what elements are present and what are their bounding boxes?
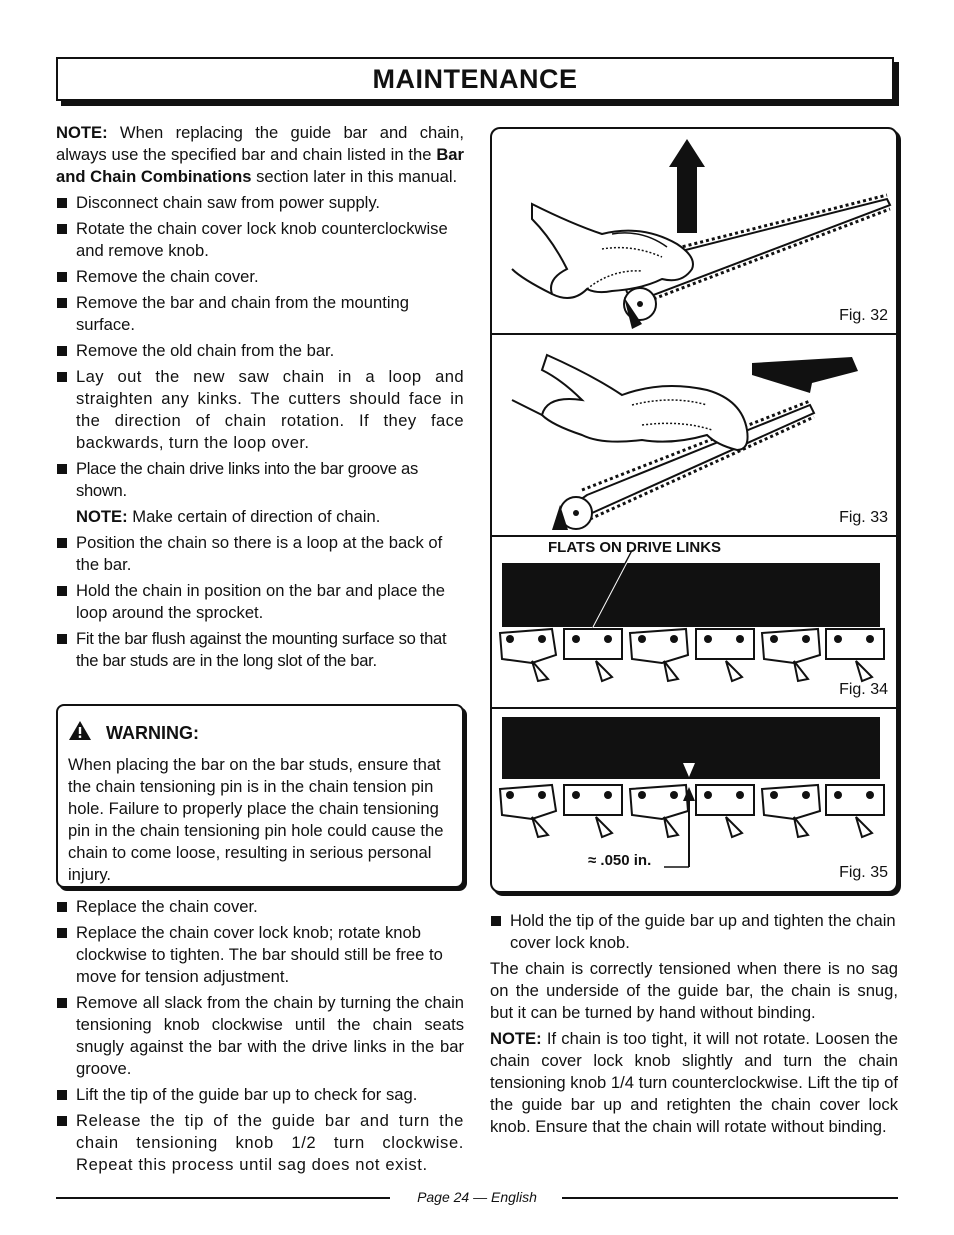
- note-label: NOTE:: [56, 123, 108, 142]
- tension-note: [490, 1028, 898, 1138]
- page-footer: [56, 1189, 898, 1205]
- fig33-label: Fig. 33: [839, 509, 888, 526]
- list-item: Position the chain so there is a loop at the back of the bar.: [56, 532, 464, 576]
- list-item: Replace the chain cover.: [56, 896, 464, 918]
- sub-note-text: Make certain of direction of chain.: [132, 507, 381, 526]
- fig33-illustration: [492, 335, 896, 535]
- figure-panel: [490, 127, 898, 893]
- warning-triangle-icon: [68, 720, 92, 746]
- footer-rule-right: [562, 1197, 898, 1199]
- sub-note: [56, 506, 464, 528]
- list-item: Rotate the chain cover lock knob counterclockwise and remove knob.: [56, 218, 464, 262]
- list-item: Lift the tip of the guide bar up to check for sag.: [56, 1084, 464, 1106]
- list-item: Remove the chain cover.: [56, 266, 464, 288]
- instruction-list-d: [490, 910, 898, 954]
- figure-32: [492, 129, 896, 333]
- warning-label: WARNING:: [106, 723, 199, 743]
- footer-text: Page 24 — English: [417, 1189, 537, 1205]
- list-item: Remove the bar and chain from the mounting surface.: [56, 292, 464, 336]
- instruction-list-c: [56, 896, 464, 1176]
- warning-heading: [68, 720, 199, 746]
- note-bold-text: Bar and Chain Combinations: [56, 145, 464, 186]
- note-text-pre: When replacing the guide bar and chain, always use the specified bar and chain listed in the: [56, 123, 464, 164]
- list-item: Hold the chain in position on the bar and place the loop around the sprocket.: [56, 580, 464, 624]
- figure-34: [492, 537, 896, 707]
- list-item: Replace the chain cover lock knob; rotate knob clockwise to tighten. The bar should still be free to move for tension adjustment.: [56, 922, 464, 988]
- chain-links: [500, 785, 884, 837]
- fig34-label: Fig. 34: [839, 681, 888, 698]
- list-item: Remove all slack from the chain by turning the chain tensioning knob clockwise until the chain seats snugly against the bar with the drive links in the bar groove.: [56, 992, 464, 1080]
- list-item: Place the chain drive links into the bar groove as shown.: [56, 458, 464, 502]
- fig32-label: Fig. 32: [839, 307, 888, 324]
- intro-note: [56, 122, 464, 188]
- list-item: Disconnect chain saw from power supply.: [56, 192, 464, 214]
- list-item: Hold the tip of the guide bar up and tighten the chain cover lock knob.: [490, 910, 898, 954]
- fig32-illustration: [492, 129, 896, 333]
- up-arrow-icon: [669, 139, 705, 233]
- note-label: NOTE:: [490, 1029, 542, 1048]
- left-arrow-icon: [752, 357, 858, 393]
- note-text: If chain is too tight, it will not rotate. Loosen the chain cover lock knob slightly and turn the chain tensioning knob 1/4 turn counterclockwise. Lift the tip of the guide bar up and retighten the chain cover lock knob. Ensure that the chain will rotate without binding.: [490, 1029, 898, 1136]
- instruction-list-a: [56, 192, 464, 502]
- gauge-label: ≈ .050 in.: [588, 852, 652, 869]
- figure-35: [492, 709, 896, 891]
- list-item: Fit the bar flush against the mounting surface so that the bar studs are in the long slot of the bar.: [56, 628, 464, 672]
- figure-33: [492, 335, 896, 535]
- page-title-box: [56, 57, 894, 101]
- note-text-post: section later in this manual.: [256, 167, 458, 186]
- fig35-label: Fig. 35: [839, 864, 888, 881]
- chain-links: [500, 629, 884, 681]
- instruction-list-b: [56, 532, 464, 672]
- sub-note-label: NOTE:: [76, 507, 128, 526]
- left-column-continued: [56, 896, 464, 1180]
- list-item: Remove the old chain from the bar.: [56, 340, 464, 362]
- tension-paragraph: The chain is correctly tensioned when there is no sag on the underside of the guide bar, the chain is snug, but it can be turned by hand without binding.: [490, 959, 898, 1022]
- right-column: [490, 910, 898, 1142]
- page-title: MAINTENANCE: [372, 63, 578, 94]
- warning-box: [56, 704, 464, 888]
- fig35-illustration: [492, 709, 896, 891]
- list-item: Release the tip of the guide bar and turn the chain tensioning knob 1/2 turn clockwise. Repeat this process until sag does not exist.: [56, 1110, 464, 1176]
- list-item: Lay out the new saw chain in a loop and straighten any kinks. The cutters should face in the direction of chain rotation. If they face backwards, turn the loop over.: [56, 366, 464, 454]
- warning-text: When placing the bar on the bar studs, ensure that the chain tensioning pin is in the chain tension pin hole. Failure to properly place the chain tensioning pin in the chain tensioning pin hole could cause the chain to come loose, resulting in serious personal injury.: [68, 755, 444, 884]
- fig34-illustration: [492, 537, 896, 707]
- left-column: [56, 122, 464, 676]
- flats-on-drive-links-label: FLATS ON DRIVE LINKS: [548, 539, 722, 556]
